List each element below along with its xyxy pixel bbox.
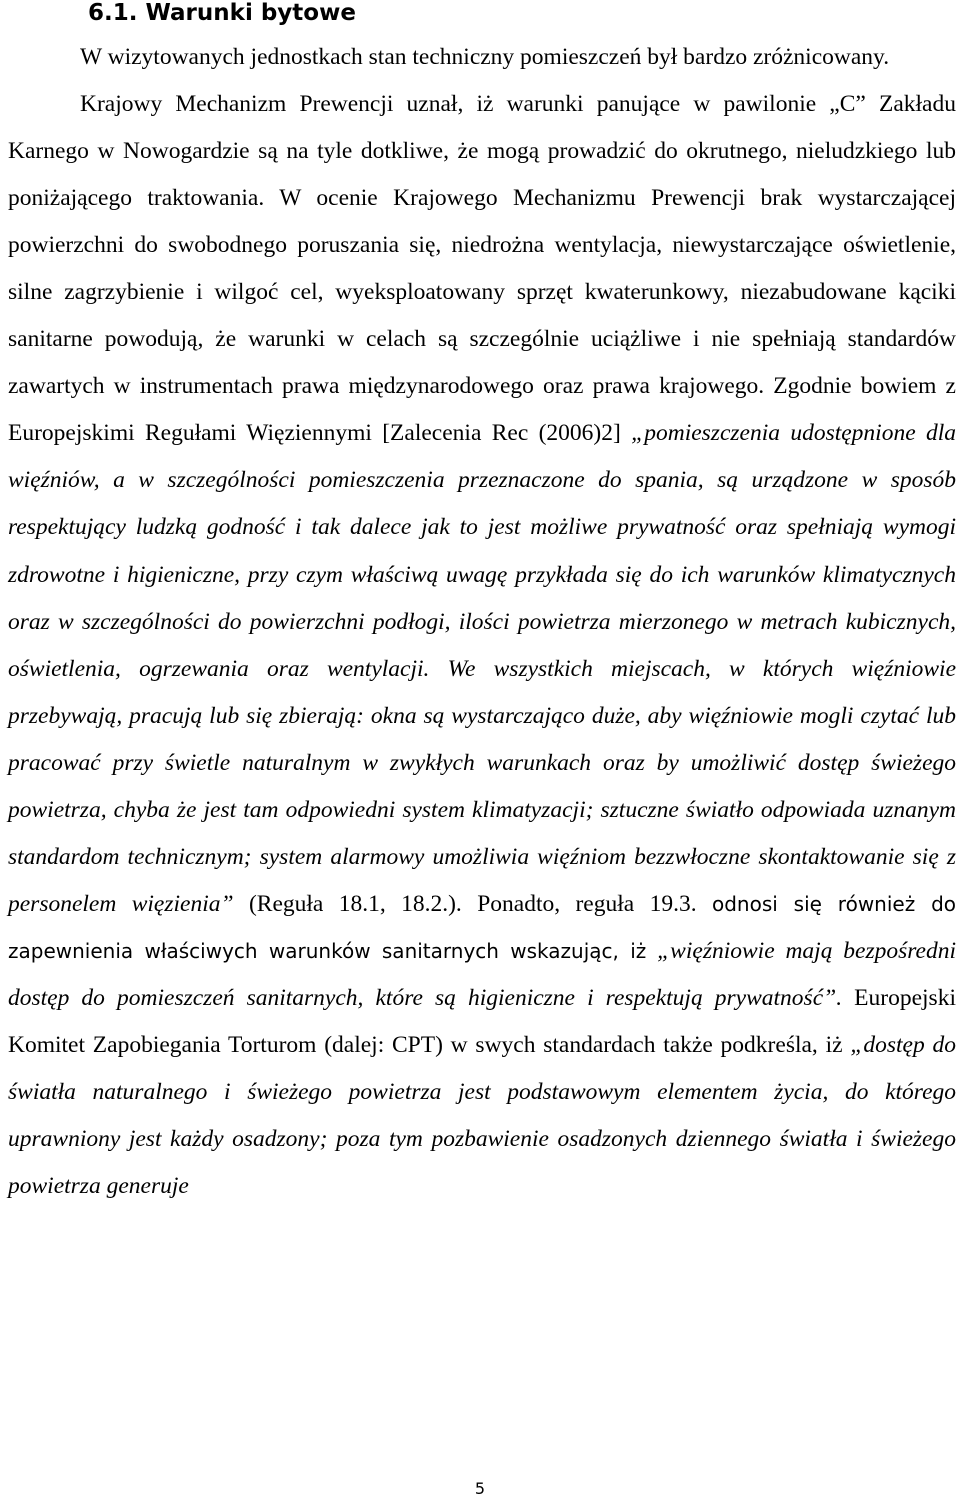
sentence-kmp-finding: Krajowy Mechanizm Prewencji uznał, iż warunki panujące w pawilonie „C” Zakładu Karnego w Nowogardzie są na tyle dotkliwe, że mogą prowadzić do okrutnego, nieludzkiego lub poniżającego traktowania. xyxy=(8,91,956,212)
rule-reference: (Reguła 18.1, 18.2.). Ponadto, reguła 19.3. xyxy=(248,890,697,917)
quote-cpt-daylight: „dostęp do światła naturalnego i świeżego powietrza jest podstawowym elementem życia, do którego uprawniony jest każdy osadzony; poza tym pozbawienie osadzonych dziennego światła i świeżego powietrza generuje xyxy=(8,1031,957,1200)
quote-sanitary-access: „więźniowie mają bezpośredni dostęp do pomieszczeń sanitarnych, które są higieniczne i respektują prywatność”. xyxy=(8,937,957,1011)
paragraph-main xyxy=(8,81,956,1210)
sentence-cpt-standards: Europejski Komitet Zapobiegania Torturom (dalej: CPT) w swych standardach także podkreśla, iż xyxy=(8,984,956,1058)
quote-european-prison-rules: „pomieszczenia udostępnione dla więźniów, a w szczególności pomieszczenia przeznaczone do spania, są urządzone w sposób respektujący ludzką godność i tak dalece jak to jest możliwe prywatność oraz spełniają wymogi zdrowotne i higieniczne, przy czym właściwą uwagę przykłada się do ich warunków klimatycznych oraz w szczególności do powierzchni podłogi, ilości powietrza mierzonego w metrach kubicznych, oświetlenia, ogrzewania oraz wentylacji. We wszystkich miejscach, w których więźniowie przebywają, pracują lub się zbierają: okna są wystarczająco duże, aby więźniowie mogli czytać lub pracować przy świetle naturalnym w zwykłych warunkach oraz by umożliwić dostęp świeżego powietrza, chyba że jest tam odpowiedni system klimatyzacji; sztuczne światło odpowiada uznanym standardom technicznym; system alarmowy umożliwia więźniom bezzwłoczne skontaktowanie się z personelem więzienia” xyxy=(8,420,957,917)
body-text xyxy=(8,34,956,1210)
section-heading: 6.1. Warunki bytowe xyxy=(88,0,356,26)
page-number: 5 xyxy=(474,1479,486,1498)
sentence-rule-19-3: odnosi się również do zapewnienia właściwych warunków sanitarnych wskazując, iż xyxy=(8,891,957,963)
paragraph-intro: W wizytowanych jednostkach stan techniczny pomieszczeń był bardzo zróżnicowany. xyxy=(80,44,890,70)
sentence-kmp-assessment: W ocenie Krajowego Mechanizmu Prewencji brak wystarczającej powierzchni do swobodnego poruszania się, niedrożna wentylacja, niewystarczające oświetlenie, silne zagrzybienie i wilgoć cel, wyeksploatowany sprzęt kwaterunkowy, niezabudowane kąciki sanitarne powodują, że warunki w celach są szczególnie uciążliwe i nie spełniają standardów zawartych w instrumentach prawa międzynarodowego oraz prawa krajowego. Zgodnie bowiem z Europejskimi Regułami Więziennymi [Zalecenia Rec (2006)2] xyxy=(8,185,956,447)
